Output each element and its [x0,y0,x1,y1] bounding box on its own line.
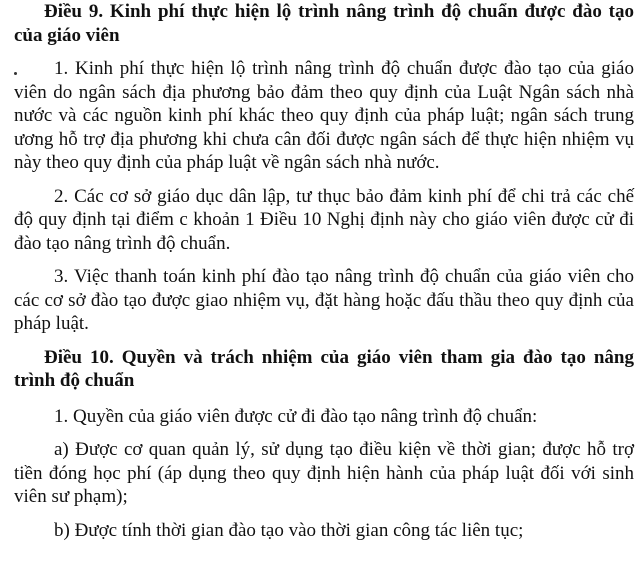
article-9-clause-2: 2. Các cơ sở giáo dục dân lập, tư thục bảo đảm kinh phí để chi trả các chế độ quy định tại điểm c khoản 1 Điều 10 Nghị định này cho giáo viên được cử đi đào tạo nâng trình độ chuẩn. [14,185,634,254]
article-10-point-a: a) Được cơ quan quản lý, sử dụng tạo điều kiện về thời gian; được hỗ trợ tiền đóng học phí (áp dụng theo quy định hiện hành của pháp luật đối với sinh viên sư phạm); [14,439,634,507]
article-9-heading: Điều 9. Kinh phí thực hiện lộ trình nâng trình độ chuẩn được đào tạo của giáo viên [14,1,634,46]
article-10-heading: Điều 10. Quyền và trách nhiệm của giáo viên tham gia đào tạo nâng trình độ chuẩn [14,346,634,391]
article-9-clause-1: 1. Kinh phí thực hiện lộ trình nâng trình độ chuẩn được đào tạo của giáo viên do ngân sách địa phương bảo đảm theo quy định của Luật Ngân sách nhà nước và các nguồn kinh phí khác theo quy định của pháp luật; ngân sách trung ương hỗ trợ địa phương khi chưa cân đối được ngân sách để thực hiện nhiệm vụ này theo quy định của pháp luật về ngân sách nhà nước. [14,58,634,173]
scan-speck [14,72,17,75]
article-9-clause-3: 3. Việc thanh toán kinh phí đào tạo nâng trình độ chuẩn của giáo viên cho các cơ sở đào tạo được giao nhiệm vụ, đặt hàng hoặc đấu thầu theo quy định của pháp luật. [14,266,634,334]
article-10-clause-1: 1. Quyền của giáo viên được cử đi đào tạo nâng trình độ chuẩn: [54,405,538,427]
article-10-point-b: b) Được tính thời gian đào tạo vào thời gian công tác liên tục; [54,519,524,541]
